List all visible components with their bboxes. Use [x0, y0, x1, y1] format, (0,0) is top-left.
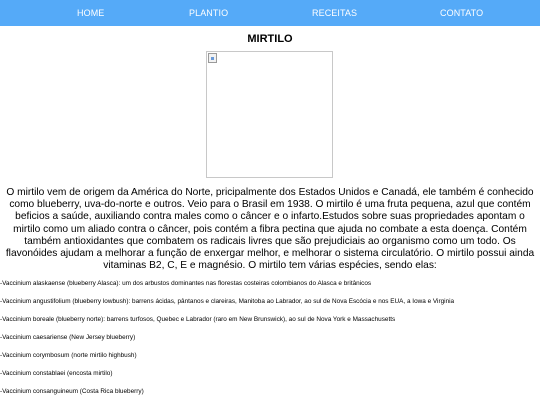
species-item: -Vaccinium constablaei (encosta mirtilo)	[0, 370, 113, 377]
species-list	[0, 279, 540, 405]
nav-link-plantio[interactable]: PLANTIO	[189, 8, 229, 18]
nav-link-home[interactable]: HOME	[77, 8, 105, 18]
species-item: -Vaccinium consanguineum (Costa Rica blueberry)	[0, 388, 144, 395]
mirtilo-image-placeholder	[206, 51, 333, 178]
species-item: -Vaccinium alaskaense (blueberry Alasca): um dos arbustos dominantes nas florestas costeiras colombianos do Alasca e britânicos	[0, 280, 372, 287]
intro-paragraph: O mirtilo vem de origem da América do Norte, pricipalmente dos Estados Unidos e Canadá, ele também é conhecido como blueberry, uva-do-norte e outros. Veio para o Brasil em 1938. O mirtilo é uma fruta pequena, azul que contém beficios a saúde, auxiliando contra males como o câncer e o infarto.Estudos sobre suas propriedades apontam o mirtilo como um aliado contra o câncer, pois contém a fibra pectina que ajuda no combate a esta doença. Contém também antioxidantes que combatem os radicais livres que são prejudiciais ao organismo como um todo. Os flavonóides ajudam a melhorar a função de enxergar melhor, e melhorar o sistema circulatório. O mirtilo possui ainda vitaminas B2, C, E e magnésio. O mirtilo tem várias espécies, sendo elas:	[5, 187, 535, 272]
species-item: -Vaccinium boreale (blueberry norte): barrens turfosos, Quebec e Labrador (raro em New Brunswick), ao sul de Nova York e Massachusetts	[0, 316, 396, 323]
species-item: -Vaccinium angustifolium (blueberry lowbush): barrens ácidas, pântanos e clareiras, Manitoba ao Labrador, ao sul de Nova Escócia e nos EUA, a Iowa e Virginia	[0, 298, 455, 305]
broken-image-icon	[208, 53, 217, 63]
species-item: -Vaccinium corymbosum (norte mirtilo highbush)	[0, 352, 137, 359]
nav-link-contato[interactable]: CONTATO	[440, 8, 484, 18]
species-item: -Vaccinium caesariense (New Jersey blueberry)	[0, 334, 136, 341]
page-title: MIRTILO	[247, 33, 293, 45]
top-navbar	[0, 0, 540, 26]
nav-link-receitas[interactable]: RECEITAS	[312, 8, 358, 18]
